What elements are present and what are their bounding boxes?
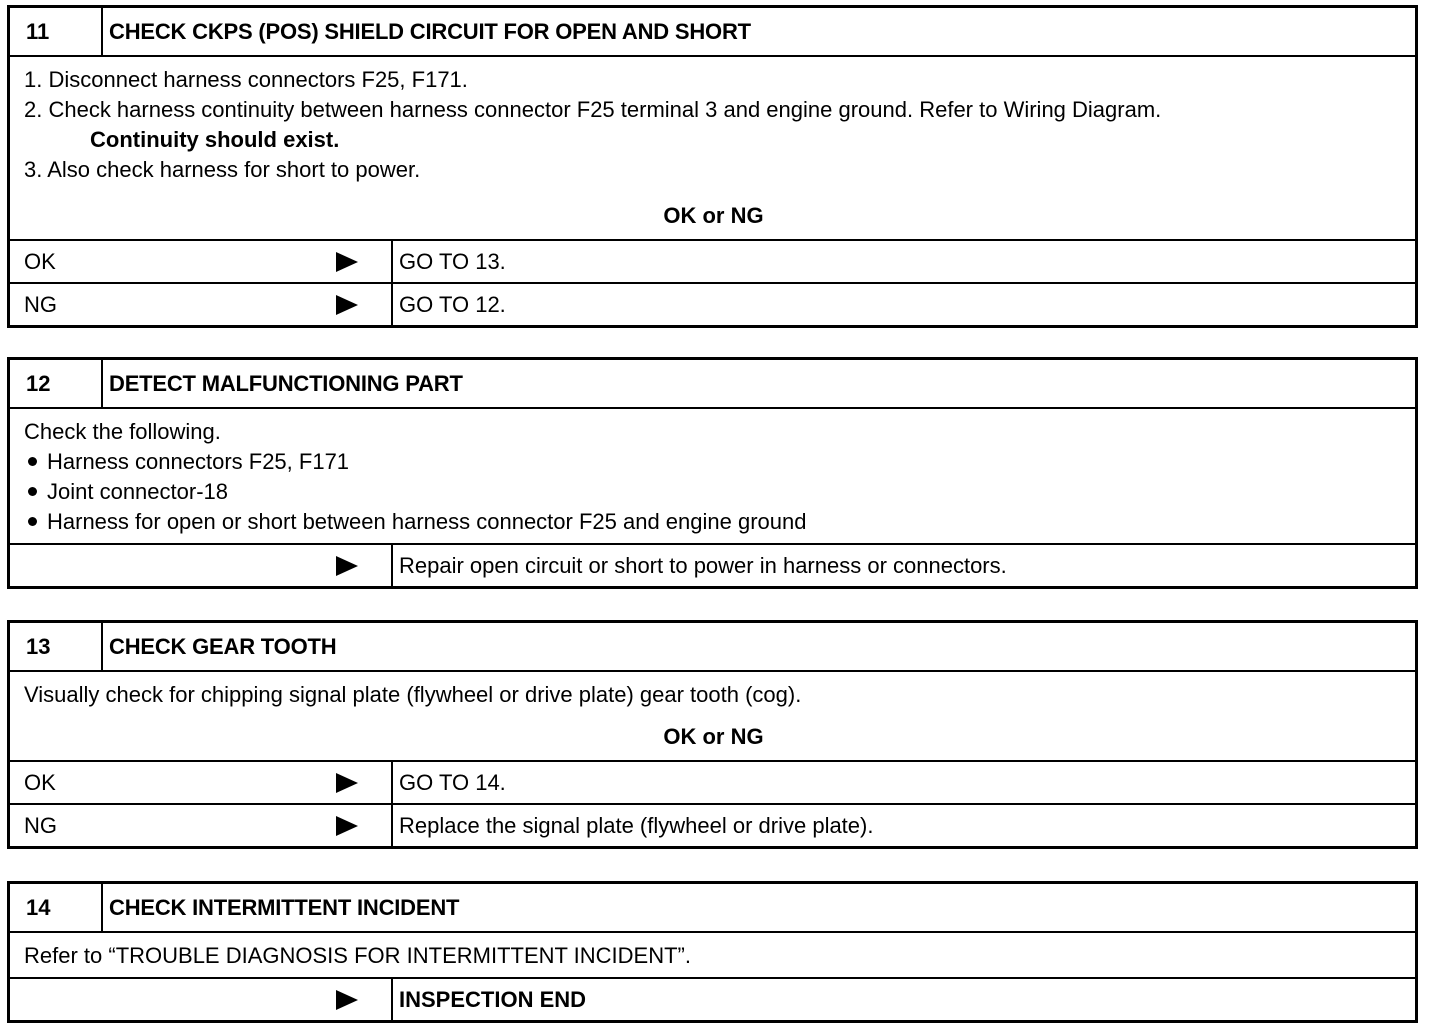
step-13 — [7, 620, 1418, 849]
result-action: GO TO 13. — [399, 248, 506, 274]
bullet-item: Harness for open or short between harness connector F25 and engine ground — [24, 507, 1403, 537]
step-header — [10, 8, 1415, 55]
step-title: CHECK INTERMITTENT INCIDENT — [109, 894, 460, 920]
instruction-line: 3. Also check harness for short to power. — [24, 157, 421, 182]
arrow-right-icon — [336, 773, 358, 793]
arrow-right-icon — [336, 990, 358, 1010]
step-number: 12 — [10, 360, 103, 407]
result-row — [10, 543, 1415, 586]
instruction-line: 2. Check harness continuity between harness connector F25 terminal 3 and engine ground. Refer to Wiring Diagram. — [24, 97, 1162, 122]
step-number: 14 — [10, 884, 103, 931]
step-header — [10, 360, 1415, 407]
result-row — [10, 977, 1415, 1020]
instruction-line: Check the following. — [24, 419, 221, 444]
instruction-line: Visually check for chipping signal plate (flywheel or drive plate) gear tooth (cog). — [24, 682, 802, 707]
arrow-right-icon — [336, 556, 358, 576]
instruction-line: 1. Disconnect harness connectors F25, F171. — [24, 67, 468, 92]
result-action: INSPECTION END — [399, 986, 587, 1012]
step-header — [10, 623, 1415, 670]
result-row — [10, 760, 1415, 803]
result-row — [10, 803, 1415, 846]
result-action: Repair open circuit or short to power in harness or connectors. — [399, 552, 1007, 578]
ok-ng-label: OK or NG — [663, 724, 764, 749]
step-body — [10, 407, 1415, 543]
bullet-item: Joint connector-18 — [24, 477, 1403, 507]
result-row — [10, 239, 1415, 282]
step-title: CHECK CKPS (POS) SHIELD CIRCUIT FOR OPEN AND SHORT — [109, 18, 751, 44]
instruction-line: Continuity should exist. — [90, 127, 340, 152]
result-label: OK — [24, 248, 56, 274]
step-header — [10, 884, 1415, 931]
step-body — [10, 55, 1415, 239]
step-title: DETECT MALFUNCTIONING PART — [109, 370, 463, 396]
ok-ng-label: OK or NG — [663, 203, 764, 228]
arrow-right-icon — [336, 252, 358, 272]
result-action: Replace the signal plate (flywheel or drive plate). — [399, 812, 874, 838]
step-12 — [7, 357, 1418, 589]
step-number: 13 — [10, 623, 103, 670]
step-body — [10, 931, 1415, 977]
step-number: 11 — [10, 8, 103, 55]
result-action: GO TO 14. — [399, 769, 506, 795]
step-body — [10, 670, 1415, 760]
result-label: NG — [24, 812, 57, 838]
arrow-right-icon — [336, 816, 358, 836]
arrow-right-icon — [336, 295, 358, 315]
result-label: OK — [24, 769, 56, 795]
instruction-line: Refer to “TROUBLE DIAGNOSIS FOR INTERMITTENT INCIDENT”. — [24, 943, 691, 968]
result-action: GO TO 12. — [399, 291, 506, 317]
result-label: NG — [24, 291, 57, 317]
step-14 — [7, 881, 1418, 1023]
result-row — [10, 282, 1415, 325]
step-title: CHECK GEAR TOOTH — [109, 633, 337, 659]
step-11 — [7, 5, 1418, 328]
bullet-item: Harness connectors F25, F171 — [24, 447, 1403, 477]
